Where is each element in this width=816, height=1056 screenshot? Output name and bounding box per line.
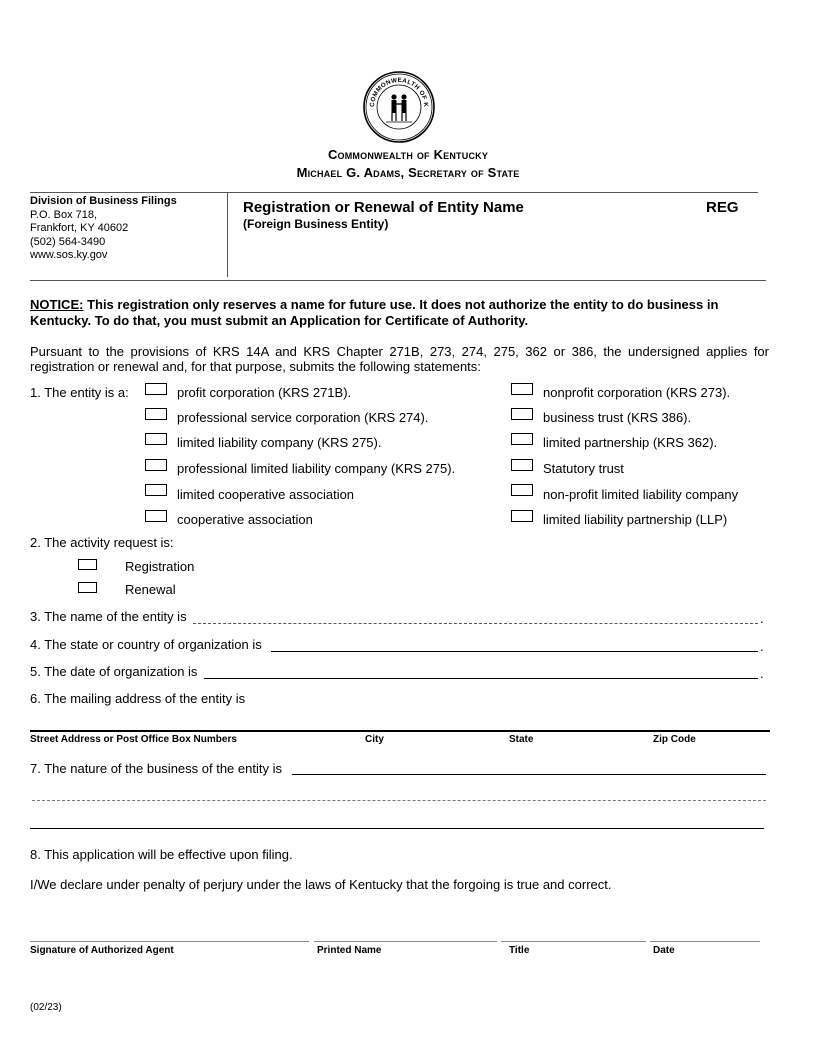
- signature-col-printed-name: Printed Name: [317, 945, 382, 956]
- option-cooperative-association: cooperative association: [177, 512, 313, 527]
- option-business-trust: business trust (KRS 386).: [543, 410, 692, 425]
- date-of-organization-field[interactable]: [204, 678, 758, 679]
- q8-label: 8. This application will be effective upon filing.: [30, 847, 293, 862]
- declaration: I/We declare under penalty of perjury under the laws of Kentucky that the forgoing is true and correct.: [30, 877, 612, 892]
- q3-label: 3. The name of the entity is: [30, 609, 187, 624]
- checkbox-nonprofit-llc[interactable]: [511, 484, 533, 496]
- header-divider: [227, 192, 228, 277]
- nature-of-business-field[interactable]: [292, 774, 766, 775]
- division-city: Frankfort, KY 40602: [30, 222, 129, 235]
- division-web: www.sos.ky.gov: [30, 249, 108, 262]
- option-limited-liability-company: limited liability company (KRS 275).: [177, 435, 382, 450]
- address-col-street: Street Address or Post Office Box Numbers: [30, 734, 237, 745]
- checkbox-limited-liability-company[interactable]: [145, 433, 167, 445]
- q6-label: 6. The mailing address of the entity is: [30, 691, 246, 706]
- state-of-organization-field[interactable]: [271, 651, 758, 652]
- nature-of-business-line-2[interactable]: [32, 800, 766, 801]
- notice: [30, 297, 770, 329]
- q2-label: 2. The activity request is:: [30, 535, 174, 550]
- notice-text: This registration only reserves a name for future use. It does not authorize the entity to do business in Kentucky. To do that, you must submit an Application for Certificate of Authority.: [30, 297, 719, 328]
- q5-period: .: [760, 666, 764, 681]
- option-nonprofit-llc: non-profit limited liability company: [543, 487, 739, 502]
- form-subtitle: (Foreign Business Entity): [243, 217, 389, 231]
- entity-name-field[interactable]: [193, 623, 758, 624]
- checkbox-profit-corporation[interactable]: [145, 383, 167, 395]
- option-llp: limited liability partnership (LLP): [543, 512, 728, 527]
- signature-col-title: Title: [509, 945, 530, 956]
- form-code: REG: [706, 199, 739, 216]
- division-po-box: P.O. Box 718,: [30, 208, 98, 221]
- division-info: [30, 195, 177, 263]
- header-commonwealth: Commonwealth of Kentucky: [327, 147, 489, 162]
- revision-date: (02/23): [30, 1002, 62, 1013]
- form-title: Registration or Renewal of Entity Name: [243, 199, 524, 216]
- state-seal: [362, 70, 436, 144]
- option-professional-llc: professional limited liability company (KRS 275).: [177, 461, 456, 476]
- option-registration: Registration: [125, 559, 195, 574]
- header-secretary: Michael G. Adams, Secretary of State: [296, 165, 520, 180]
- signature-col-date: Date: [653, 945, 675, 956]
- option-professional-service-corporation: professional service corporation (KRS 274).: [177, 410, 429, 425]
- q1-label: 1. The entity is a:: [30, 385, 129, 400]
- checkbox-professional-llc[interactable]: [145, 459, 167, 471]
- q4-period: .: [760, 639, 764, 654]
- checkbox-statutory-trust[interactable]: [511, 459, 533, 471]
- division-name: Division of Business Filings: [30, 195, 177, 207]
- q4-label: 4. The state or country of organization is: [30, 637, 262, 652]
- option-limited-partnership: limited partnership (KRS 362).: [543, 435, 718, 450]
- signature-col-agent: Signature of Authorized Agent: [30, 945, 174, 956]
- checkbox-llp[interactable]: [511, 510, 533, 522]
- option-profit-corporation: profit corporation (KRS 271B).: [177, 385, 352, 400]
- title-line[interactable]: [501, 941, 646, 942]
- option-nonprofit-corporation: nonprofit corporation (KRS 273).: [543, 385, 731, 400]
- q3-period: .: [760, 611, 764, 626]
- checkbox-professional-service-corporation[interactable]: [145, 408, 167, 420]
- mailing-address-field[interactable]: [30, 730, 770, 732]
- notice-label: NOTICE:: [30, 297, 84, 312]
- checkbox-renewal[interactable]: [78, 582, 97, 593]
- option-renewal: Renewal: [125, 582, 176, 597]
- q5-label: 5. The date of organization is: [30, 664, 198, 679]
- printed-name-line[interactable]: [314, 941, 497, 942]
- checkbox-nonprofit-corporation[interactable]: [511, 383, 533, 395]
- checkbox-cooperative-association[interactable]: [145, 510, 167, 522]
- checkbox-business-trust[interactable]: [511, 408, 533, 420]
- kentucky-seal-icon: [362, 70, 436, 144]
- signature-line[interactable]: [30, 941, 309, 942]
- date-line[interactable]: [650, 941, 760, 942]
- checkbox-limited-partnership[interactable]: [511, 433, 533, 445]
- q7-label: 7. The nature of the business of the entity is: [30, 761, 282, 776]
- svg-text:COMMONWEALTH OF KENTUCKY: COMMONWEALTH OF K: [368, 76, 430, 108]
- address-col-state: State: [509, 734, 534, 745]
- address-col-zip: Zip Code: [653, 734, 696, 745]
- nature-of-business-line-3[interactable]: [30, 828, 764, 829]
- header-top-rule: [30, 192, 758, 193]
- option-statutory-trust: Statutory trust: [543, 461, 624, 476]
- address-col-city: City: [365, 734, 384, 745]
- division-phone: (502) 564-3490: [30, 235, 106, 248]
- checkbox-registration[interactable]: [78, 559, 97, 570]
- checkbox-limited-cooperative-association[interactable]: [145, 484, 167, 496]
- header-bottom-rule: [30, 280, 766, 281]
- option-limited-cooperative-association: limited cooperative association: [177, 487, 355, 502]
- pursuant-statement: Pursuant to the provisions of KRS 14A and KRS Chapter 271B, 273, 274, 275, 362 or 386, the undersigned applies for registration or renewal and, for that purpose, submits the following statements:: [30, 344, 769, 374]
